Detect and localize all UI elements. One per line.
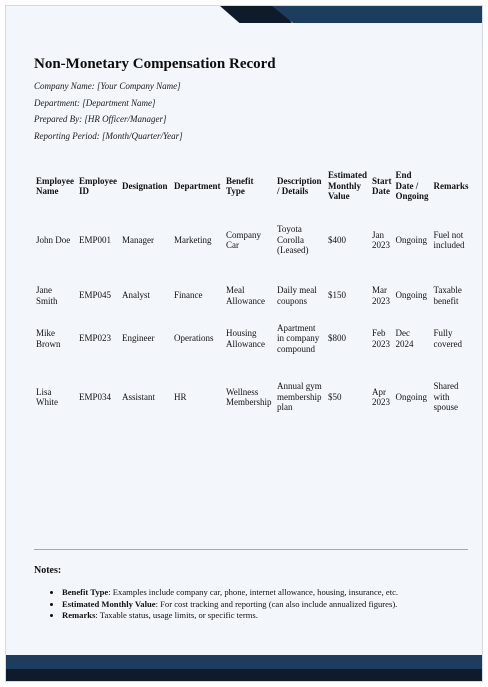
table-cell: Annual gym membership plan bbox=[277, 381, 322, 413]
notes-heading: Notes: bbox=[34, 565, 62, 576]
table-cell: EMP001 bbox=[79, 234, 112, 245]
table-cell: Analyst bbox=[122, 290, 150, 301]
section-divider bbox=[34, 549, 468, 550]
meta-company: Company Name: [Your Company Name] bbox=[34, 81, 181, 91]
table-cell: Jan 2023 bbox=[372, 229, 390, 250]
col-header: Estimated Monthly Value bbox=[328, 170, 367, 202]
meta-department: Department: [Department Name] bbox=[34, 97, 156, 108]
table-cell: EMP034 bbox=[79, 391, 112, 402]
notes-list bbox=[62, 587, 398, 622]
table-cell: EMP023 bbox=[79, 333, 112, 344]
table-cell: EMP045 bbox=[79, 290, 112, 301]
table-cell: Ongoing bbox=[395, 290, 427, 301]
table-cell: Housing Allowance bbox=[226, 328, 265, 349]
table-cell: Finance bbox=[174, 290, 203, 301]
note-label: Remarks bbox=[62, 610, 96, 620]
table-cell: Taxable benefit bbox=[433, 285, 462, 306]
table-cell: Ongoing bbox=[395, 234, 427, 245]
table-cell: Assistant bbox=[122, 391, 156, 402]
table-cell: Mar 2023 bbox=[372, 285, 390, 306]
note-text: : Taxable status, usage limits, or specific terms. bbox=[95, 610, 258, 620]
table-row bbox=[34, 360, 472, 434]
table-row bbox=[34, 274, 472, 317]
record-meta bbox=[34, 80, 183, 146]
note-text: : Examples include company car, phone, internet allowance, housing, insurance, etc. bbox=[108, 587, 399, 597]
table-cell: $50 bbox=[328, 391, 342, 402]
table-cell: Mike Brown bbox=[36, 328, 61, 349]
table-cell: Operations bbox=[174, 333, 214, 344]
col-header: Employee ID bbox=[79, 175, 117, 196]
list-item bbox=[62, 587, 398, 599]
table-header-row bbox=[34, 166, 472, 206]
col-header: Remarks bbox=[433, 180, 469, 191]
table-cell: Company Car bbox=[226, 229, 261, 250]
table-row bbox=[34, 317, 472, 360]
footer-bar bbox=[6, 669, 482, 681]
table-cell: $400 bbox=[328, 234, 346, 245]
table-cell: Ongoing bbox=[395, 391, 427, 402]
table-cell: Apartment in company compound bbox=[277, 322, 320, 354]
table-cell: Dec 2024 bbox=[395, 328, 414, 349]
table-cell: Fully covered bbox=[433, 328, 462, 349]
table-cell: Jane Smith bbox=[36, 285, 58, 306]
table-cell: Marketing bbox=[174, 234, 212, 245]
table-cell: HR bbox=[174, 391, 187, 402]
note-label: Benefit Type bbox=[62, 587, 109, 597]
col-header: End Date / Ongoing bbox=[395, 170, 429, 202]
table-cell: Engineer bbox=[122, 333, 155, 344]
table-cell: $150 bbox=[328, 290, 346, 301]
table-cell: $800 bbox=[328, 333, 346, 344]
page-title: Non-Monetary Compensation Record bbox=[34, 56, 276, 72]
table-cell: Feb 2023 bbox=[372, 328, 390, 349]
header-accent-blue bbox=[272, 6, 482, 23]
col-header: Benefit Type bbox=[226, 175, 254, 196]
list-item bbox=[62, 599, 398, 611]
table-cell: John Doe bbox=[36, 234, 71, 245]
col-header: Designation bbox=[122, 180, 168, 191]
header-accent bbox=[220, 6, 482, 23]
table-row bbox=[34, 206, 472, 274]
table-cell: Meal Allowance bbox=[226, 285, 265, 306]
table-cell: Fuel not included bbox=[433, 229, 465, 250]
col-header: Department bbox=[174, 180, 221, 191]
col-header: Description / Details bbox=[277, 175, 322, 196]
col-header: Start Date bbox=[372, 175, 392, 196]
table-cell: Daily meal coupons bbox=[277, 285, 317, 306]
table-cell: Wellness Membership bbox=[226, 386, 272, 407]
note-text: : For cost tracking and reporting (can also include annualized figures). bbox=[155, 598, 398, 609]
footer-band bbox=[6, 655, 482, 669]
meta-period: Reporting Period: [Month/Quarter/Year] bbox=[34, 130, 183, 141]
document-page bbox=[5, 5, 483, 682]
compensation-table bbox=[34, 166, 472, 434]
table-cell: Shared with spouse bbox=[433, 381, 459, 413]
table-cell: Toyota Corolla (Leased) bbox=[277, 224, 309, 256]
list-item bbox=[62, 610, 398, 622]
meta-prepared-by: Prepared By: [HR Officer/Manager] bbox=[34, 114, 167, 124]
table-cell: Manager bbox=[122, 234, 154, 245]
table-cell: Lisa White bbox=[36, 386, 58, 407]
table-cell: Apr 2023 bbox=[372, 386, 390, 407]
col-header: Employee Name bbox=[36, 175, 74, 196]
note-label: Estimated Monthly Value bbox=[62, 598, 156, 609]
